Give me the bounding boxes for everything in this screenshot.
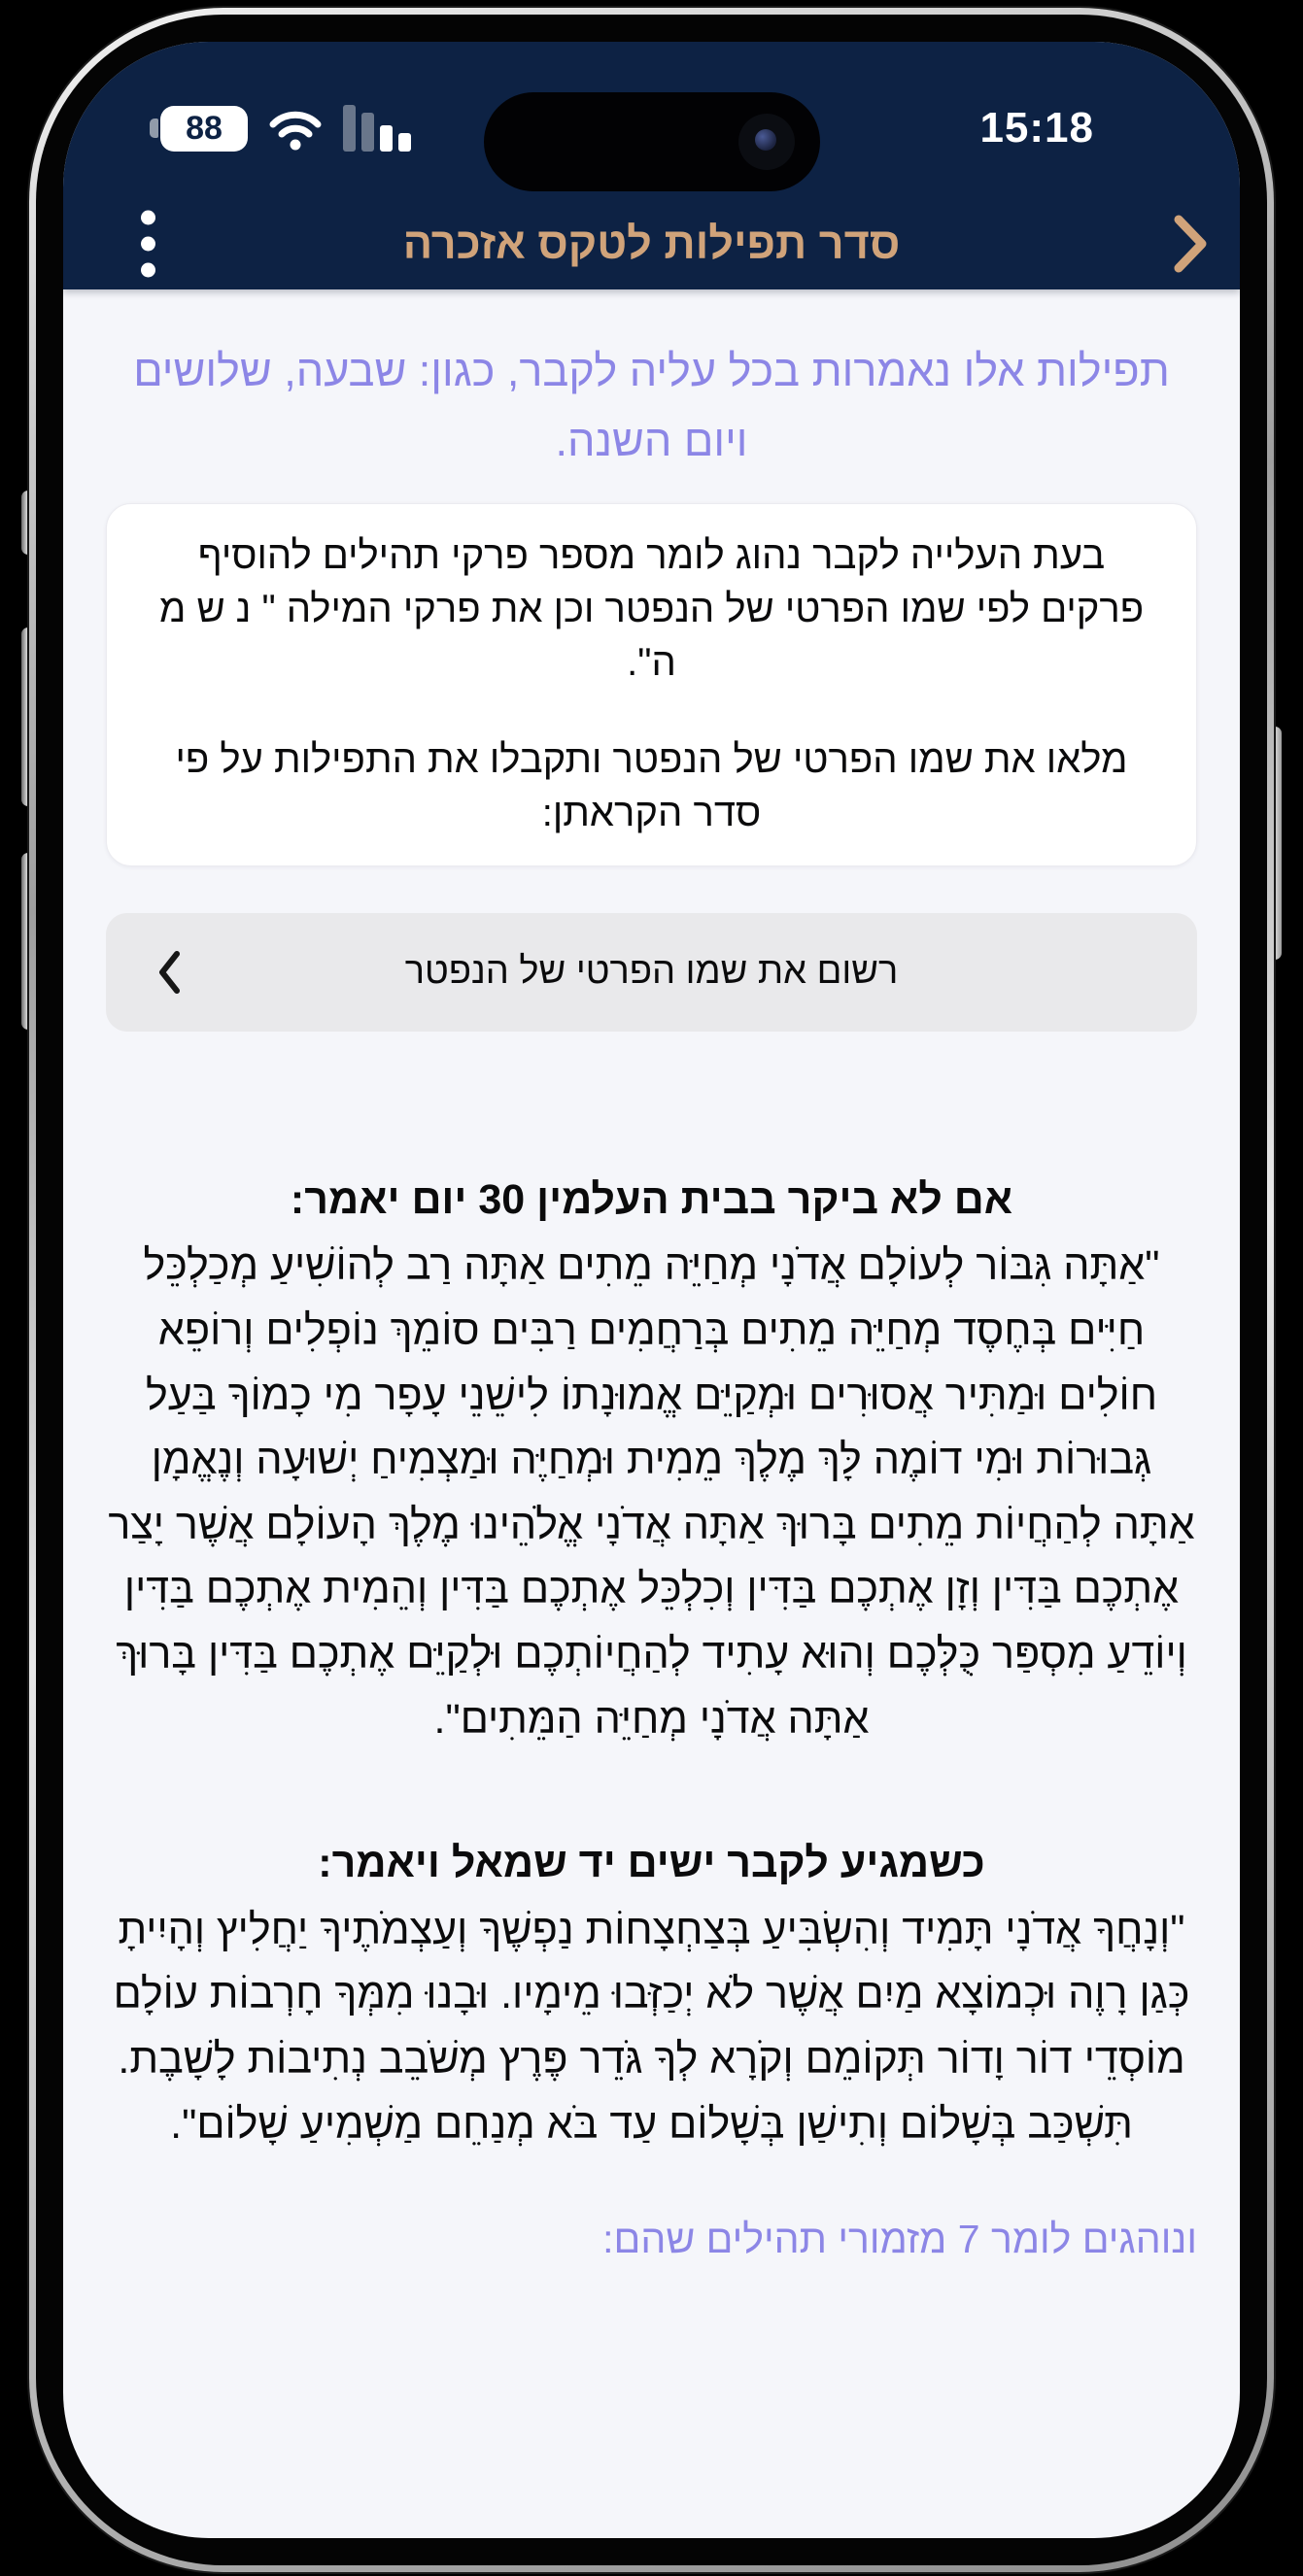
chevron-left-icon [154,949,184,996]
status-bar-left [160,105,411,152]
scroll-content[interactable] [63,289,1240,2538]
phone-bezel [36,15,1267,2565]
page-title: סדר תפילות לטקס אזכרה [402,219,901,268]
nav-bar [63,195,1240,292]
status-bar-time: 15:18 [979,104,1094,152]
footer-note: ונוהגים לומר 7 מזמורי תהילים שהם: [602,2217,1197,2262]
battery-percent: 88 [186,109,223,147]
kebab-menu-icon[interactable] [135,205,161,284]
app-header [63,42,1240,289]
section-heading: כשמגיע לקבר ישים יד שמאל ויאמר: [318,1840,985,1887]
prayer-text: "וְנָחֲךָ אֲדֹנָי תָּמִיד וְהִשְׂבִּיעַ בְּצַחְצָחוֹת נַפְשֶׁךָ וְעַצְמֹתֶיךָ יַחֲלִיץ וְהָיִיתָ כְּגַן רָוֶה וּכְמוֹצָא מַיִם אֲשֶׁר לֹא יְכַזְּבוּ מֵימָיו. וּבָנוּ מִמְּךָ חָרְבוֹת עוֹלָם מוֹסְדֵי דוֹר וָדוֹר תְּקוֹמֵם וְקֹרָא לְךָ גֹּדֵר פֶּרֶץ מְשֹׁבֵב נְתִיבוֹת לָשָׁבֶת. תִּשְׁכַּב בְּשָׁלוֹם וְתִישַׁן בְּשָׁלוֹם עַד בֹּא מְנַחֵם מַשְׁמִיעַ שָׁלוֹם". [113,1906,1190,2148]
front-camera-icon [738,114,795,170]
back-button[interactable] [1168,209,1213,279]
wifi-icon [267,106,324,151]
deceased-name-input[interactable] [106,913,1197,1032]
section-heading: אם לא ביקר בבית העלמין 30 יום יאמר: [290,1175,1013,1223]
phone-frame [29,8,1274,2572]
battery-icon [160,106,248,152]
prayer-text: "אַתָּה גִּבּוֹר לְעוֹלָם אֲדֹנָי מְחַיֵּה מֵתִים אַתָּה רַב לְהוֹשִׁיעַ מְכַלְכֵּל חַיִּים בְּחֶסֶד מְחַיֵּה מֵתִים בְּרַחֲמִים רַבִּים סוֹמֵךְ נוֹפְלִים וְרוֹפֵא חוֹלִים וּמַתִּיר אֲסוּרִים וּמְקַיֵּם אֱמוּנָתוֹ לִישֵׁנֵי עָפָר מִי כָמוֹךָ בַּעַל גְּבוּרוֹת וּמִי דוֹמֶה לָּךְ מֶלֶךְ מֵמִית וּמְחַיֶּה וּמַצְמִיחַ יְשׁוּעָה וְנֶאֱמָן אַתָּה לְהַחֲיוֹת מֵתִים בָּרוּךְ אַתָּה אֲדֹנָי אֱלֹהֵינוּ מֶלֶךְ הָעוֹלָם אֲשֶׁר יָצַר אֶתְכֶם בַּדִּין וְזָן אֶתְכֶם בַּדִּין וְכִלְכֵּל אֶתְכֶם בַּדִּין וְהֵמִית אֶתְכֶם בַּדִּין וְיוֹדֵעַ מִסְפַּר כֻּלְּכֶם וְהוּא עָתִיד לְהַחֲיוֹתְכֶם וּלְקַיֵּם אֶתְכֶם בַּדִּין בָּרוּךְ אַתָּה אֲדֹנָי מְחַיֵּה הַמֵּתִים". [108,1242,1195,1743]
phone-screen [63,42,1240,2538]
cellular-signal-icon [343,105,411,152]
info-card [106,503,1197,866]
intro-text: תפילות אלו נאמרות בכל עליה לקבר, כגון: שבעה, שלושים ויום השנה. [133,346,1170,465]
deceased-name-input-label: רשום את שמו הפרטי של הנפטר [404,951,899,993]
info-card-paragraph: מלאו את שמו הפרטי של הנפטר ותקבלו את התפילות על פי סדר הקראתן: [175,737,1128,834]
dynamic-island [484,92,820,191]
info-card-paragraph: בעת העלייה לקבר נהוג לומר מספר פרקי תהילים להוסיף פרקים לפי שמו הפרטי של הנפטר וכן את פרקי המילה " נ ש מ ה". [158,534,1145,685]
chevron-right-icon [1171,212,1210,276]
